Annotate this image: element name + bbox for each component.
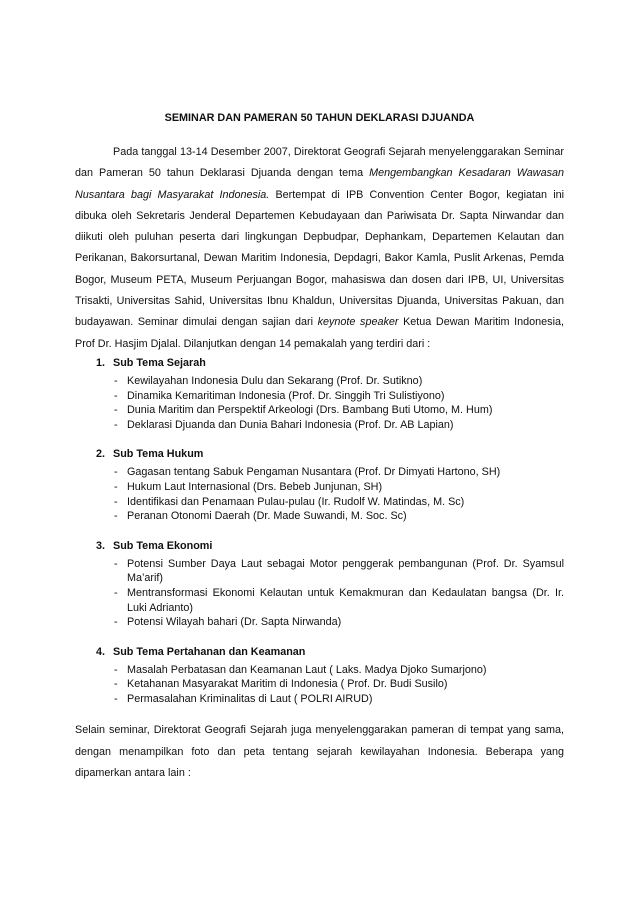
list-item: - Identifikasi dan Penamaan Pulau-pulau (Ir. Rudolf W. Matindas, M. Sc) bbox=[114, 495, 465, 508]
list-item: - Gagasan tentang Sabuk Pengaman Nusantara (Prof. Dr Dimyati Hartono, SH) bbox=[114, 466, 501, 479]
list-item: - Hukum Laut Internasional (Drs. Bebeb Junjunan, SH) bbox=[114, 480, 383, 493]
sub-theme-title: Sub Tema Pertahanan dan Keamanan bbox=[113, 645, 306, 658]
sub-theme-list bbox=[75, 355, 564, 707]
list-item: - Ketahanan Masyarakat Maritim di Indonesia ( Prof. Dr. Budi Susilo) bbox=[114, 678, 448, 691]
list-item: - Dunia Maritim dan Perspektif Arkeologi (Drs. Bambang Buti Utomo, M. Hum) bbox=[114, 404, 493, 417]
intro-text-part-1: Pada tanggal 13-14 Desember 2007, Direktorat Geografi Sejarah menyelenggarakan Seminar dan Pameran 50 tahun Deklarasi Djuanda dengan tema bbox=[75, 146, 564, 180]
sub-theme-number: 2. bbox=[96, 448, 106, 461]
speaker-list bbox=[75, 663, 564, 707]
document-page bbox=[75, 112, 564, 784]
list-item: - Kewilayahan Indonesia Dulu dan Sekarang (Prof. Dr. Sutikno) bbox=[114, 374, 423, 387]
speaker-list bbox=[75, 557, 564, 630]
sub-theme-pertahanan-keamanan bbox=[75, 644, 564, 707]
list-item: - Deklarasi Djuanda dan Dunia Bahari Indonesia (Prof. Dr. AB Lapian) bbox=[114, 418, 454, 431]
list-item: - Potensi Sumber Daya Laut sebagai Motor penggerak pembangunan (Prof. Dr. Syamsul Ma’arif) bbox=[114, 557, 564, 585]
sub-theme-ekonomi bbox=[75, 538, 564, 630]
sub-theme-sejarah bbox=[75, 355, 564, 432]
speaker-list bbox=[75, 465, 564, 523]
list-item: - Dinamika Kemaritiman Indonesia (Prof. Dr. Singgih Tri Sulistiyono) bbox=[114, 389, 445, 402]
sub-theme-number: 1. bbox=[96, 356, 106, 369]
list-item: - Potensi Wilayah bahari (Dr. Sapta Nirwanda) bbox=[114, 616, 342, 629]
intro-paragraph bbox=[75, 142, 564, 355]
list-item: - Permasalahan Kriminalitas di Laut ( POLRI AIRUD) bbox=[114, 692, 373, 705]
sub-theme-title: Sub Tema Hukum bbox=[113, 448, 204, 461]
list-item: - Mentransformasi Ekonomi Kelautan untuk Kemakmuran dan Kedaulatan bangsa (Dr. Ir. Luki Adrianto) bbox=[114, 586, 564, 614]
sub-theme-number: 4. bbox=[96, 645, 106, 658]
document-title: SEMINAR DAN PAMERAN 50 TAHUN DEKLARASI DJUANDA bbox=[164, 112, 475, 124]
sub-theme-number: 3. bbox=[96, 539, 106, 552]
list-item: - Peranan Otonomi Daerah (Dr. Made Suwandi, M. Soc. Sc) bbox=[114, 510, 407, 523]
list-item: - Masalah Perbatasan dan Keamanan Laut ( Laks. Madya Djoko Sumarjono) bbox=[114, 663, 487, 676]
keynote-term: keynote speaker bbox=[317, 316, 399, 329]
sub-theme-hukum bbox=[75, 446, 564, 523]
sub-theme-title: Sub Tema Ekonomi bbox=[113, 539, 213, 552]
speaker-list bbox=[75, 374, 564, 432]
seminar-theme: Mengembangkan Kesadaran Wawasan Nusantara bagi Masyarakat Indonesia. bbox=[75, 167, 564, 201]
intro-text-part-2: Bertempat di IPB Convention Center Bogor, kegiatan ini dibuka oleh Sekretaris Jenderal Departemen Kebudayaan dan Pariwisata Dr. Sapta Nirwandar dan diikuti oleh puluhan peserta dari lingkungan Depbudpar, Dephankam, Departemen Kelautan dan Perikanan, Bakorsurtanal, Dewan Maritim Indonesia, Depdagri, Bakor Kamla, Puslit Arkenas, Pemda Bogor, Museum PETA, Museum Perjuangan Bogor, mahasiswa dan dosen dari IPB, UI, Universitas Trisakti, Universitas Sahid, Universitas Ibnu Khaldun, Universitas Djuanda, Universitas Pakuan, dan budayawan. Seminar dimulai dengan sajian dari bbox=[75, 188, 564, 329]
sub-theme-title: Sub Tema Sejarah bbox=[113, 356, 206, 369]
intro-text-part-3: Ketua Dewan Maritim Indonesia, Prof Dr. Hasjim Djalal. Dilanjutkan dengan 14 pemakalah yang terdiri dari : bbox=[75, 316, 564, 350]
closing-paragraph: Selain seminar, Direktorat Geografi Sejarah juga menyelenggarakan pameran di tempat yang sama, dengan menampilkan foto dan peta tentang sejarah kewilayahan Indonesia. Beberapa yang dipamerkan antara lain : bbox=[75, 724, 564, 780]
